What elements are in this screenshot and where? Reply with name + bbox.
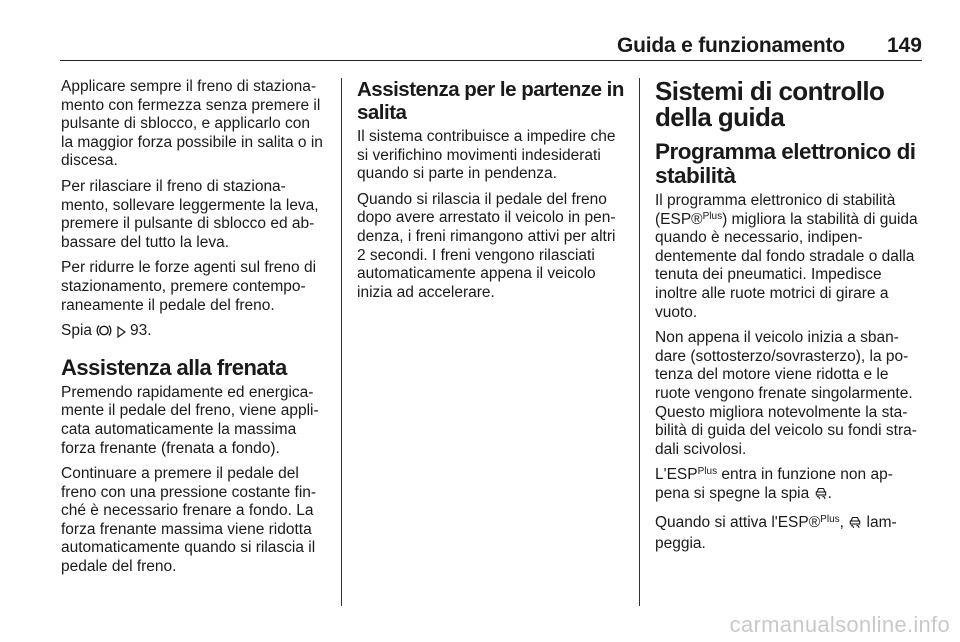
paragraph: Per ridurre le forze agenti sul freno di stazionamento, premere contempo-raneamente il pedale del freno. <box>61 259 317 314</box>
column-middle <box>357 78 625 309</box>
heading-brake-assist: Assistenza alla frenata <box>61 354 287 380</box>
paragraph: Premendo rapidamente ed energica-mente il pedale del freno, viene appli-cata automaticamente la massima forza frenante (frenata a fondo). <box>61 383 319 457</box>
column-right <box>655 78 921 561</box>
heading-esp: Programma elettronico di stabilità <box>655 139 916 188</box>
paragraph: Non appena il veicolo inizia a sban-dare (sottosterzo/sovrasterzo), la po-tenza del motore viene ridotta e le ruote vengono frenate singolarmente. Questo migliora notevolmente la sta-bilità di guida del veicolo su fondi stra-dali scivolosi. <box>655 329 917 458</box>
page-header <box>60 14 922 58</box>
page-reference-triangle-icon <box>117 325 126 344</box>
warning-light-reference <box>61 322 325 344</box>
heading-driving-control-systems: Sistemi di controllo della guida <box>655 76 885 132</box>
page-reference: 93. <box>129 322 152 340</box>
paragraph: Continuare a premere il pedale del freno con una pressione costante fin-ché è necessario frenare a fondo. La forza frenante massima viene ridotta automaticamente quando si rilascia il pedale del freno. <box>61 465 317 576</box>
reference-label: Spia <box>61 322 97 340</box>
paragraph: Il sistema contribuisce a impedire che si verifichino movimenti indesiderati quando si parte in pendenza. <box>357 128 616 183</box>
heading-hill-start-assist: Assistenza per le partenze in salita <box>357 78 624 124</box>
section-title: Guida e funzionamento <box>616 34 845 57</box>
paragraph: Applicare sempre il freno di staziona-mento con fermezza senza premere il pulsante di sblocco, e applicarlo con la maggior forza possibile in salita o in discesa. <box>61 78 323 170</box>
paragraph: Quando si rilascia il pedale del freno dopo avere arrestato il veicolo in pen-denza, i freni rimangono attivi per altri 2 secondi. I freni vengono rilasciati automaticamente appena il veicolo inizia ad accelerare. <box>357 190 616 301</box>
column-divider <box>341 78 342 606</box>
page-number: 149 <box>886 34 922 57</box>
watermark: carmanualsonline.info <box>729 612 950 637</box>
header-rule <box>60 60 922 61</box>
paragraph: Per rilasciare il freno di staziona-mento, sollevare leggermente la leva, premere il pulsante di sblocco ed ab-bassare del tutto la leva. <box>61 177 319 251</box>
column-divider <box>639 78 640 606</box>
paragraph: Il programma elettronico di stabilità (ESP®$^{Plus}$) migliora la stabilità di guida quando è necessario, indipen-dentemente dal fondo stradale o dalla tenuta dei pneumatici. Impedisce inoltre alle ruote motrici di girare a vuoto. <box>655 192 918 321</box>
parking-brake-warning-icon <box>96 323 112 344</box>
column-left <box>61 78 325 584</box>
esp-skid-car-icon <box>814 486 828 507</box>
paragraph: Quando si attiva l'ESP®$^{Plus}$, lam-peggia. <box>655 513 897 553</box>
esp-skid-car-icon <box>848 515 862 536</box>
paragraph: $L'ESP^{Plus}$ entra in funzione non ap-pena si spegne la spia . <box>655 466 921 506</box>
